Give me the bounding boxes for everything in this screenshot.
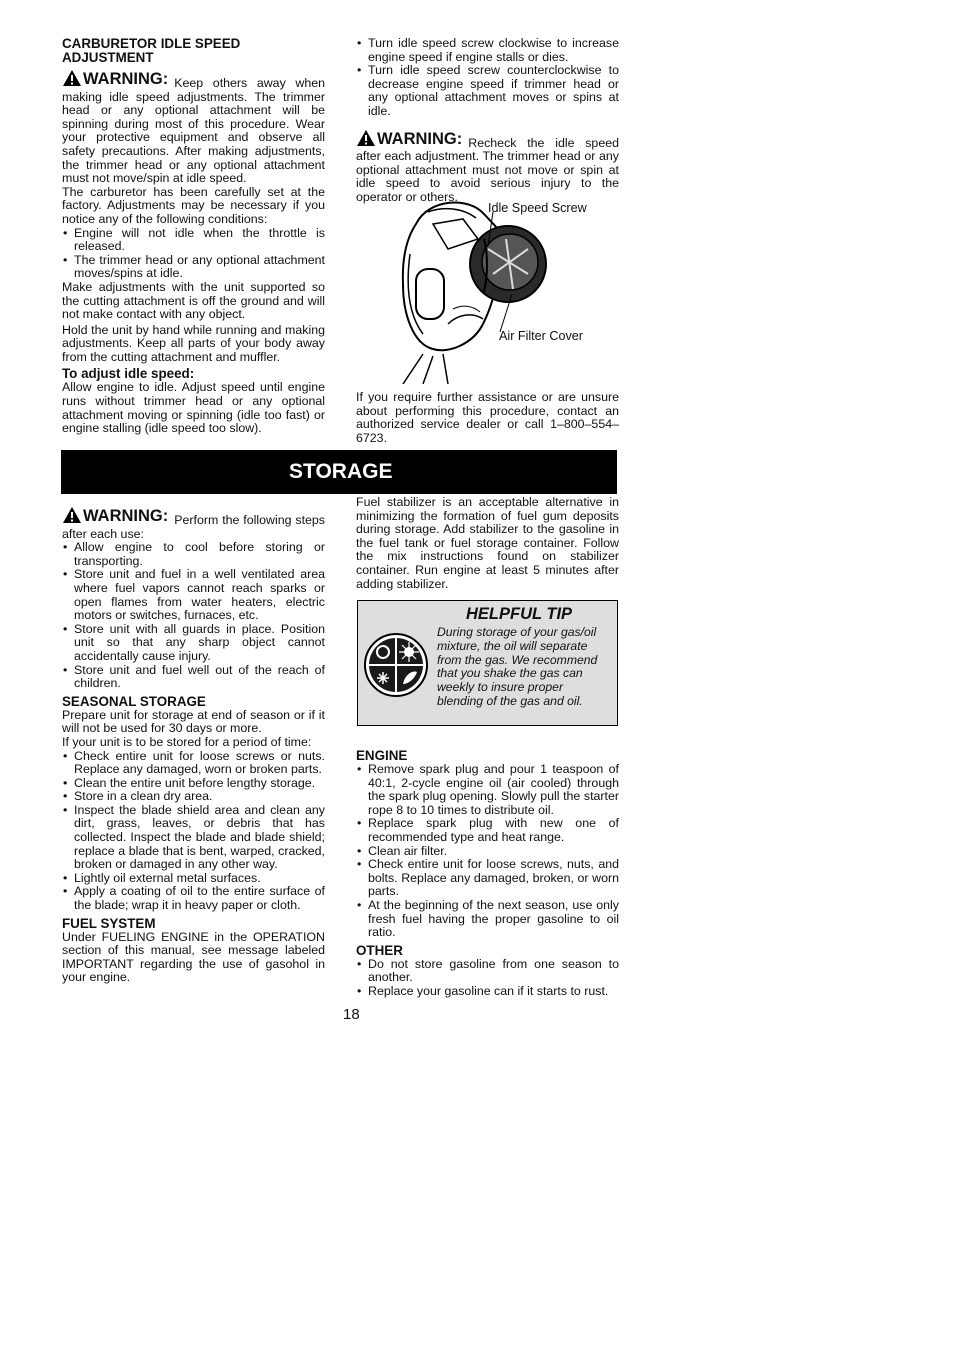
idle-speed-screw-label: Idle Speed Screw: [488, 201, 587, 215]
support-paragraph: Make adjustments with the unit supported so the cutting attachment is off the ground and will not make contact with any object.: [62, 279, 325, 322]
carburetor-section: [62, 37, 325, 436]
seasonal-paragraph: Prepare unit for storage at end of season or if it will not be used for 30 days or more.: [62, 707, 325, 736]
stabilizer-paragraph: Fuel stabilizer is an acceptable alternative in minimizing the formation of fuel gum deposits during storage. Add stabilizer to the gasoline in the fuel tank or fuel storage container. Follow the mix instructions found on stabilizer container. Run engine at least 5 minutes after adding stabilizer.: [356, 495, 619, 591]
fuel-system-paragraph: Under FUELING ENGINE in the OPERATION section of this manual, see message labeled IMPORTANT regarding the use of gasohol in your engine.: [62, 929, 325, 985]
warning-triangle-icon: [356, 129, 376, 147]
storage-left-column: [62, 506, 325, 985]
list-item: • Store unit with all guards in place. Position unit so that any sharp object cannot accidentally cause injury.: [62, 623, 325, 664]
list-item: • Store unit and fuel in a well ventilated area where fuel vapors cannot reach sparks or open flames from water heaters, electric motors or switches, furnaces, etc.: [62, 568, 325, 622]
list-item: • Store unit and fuel well out of the reach of children.: [62, 664, 325, 691]
list-item: • At the beginning of the next season, use only fresh fuel having the proper gasoline to oil ratio.: [356, 899, 619, 940]
storage-right-column: [356, 496, 619, 591]
list-item: • Replace your gasoline can if it starts to rust.: [356, 985, 619, 999]
engine-other-section: [356, 749, 619, 999]
idle-subheading: To adjust idle speed:: [62, 366, 195, 382]
hold-paragraph: Hold the unit by hand while running and making adjustments. Keep all parts of your body away from the cutting attachment and muffler.: [62, 322, 325, 364]
list-item: • Engine will not idle when the throttle is released.: [62, 227, 325, 254]
list-item: • Turn idle speed screw counterclockwise to decrease engine speed if trimmer head or any optional attachment moves or spins at idle.: [356, 64, 619, 118]
warning-label: WARNING:: [62, 506, 168, 524]
warning-label: WARNING:: [356, 129, 462, 147]
list-item: • Replace spark plug with new one of recommended type and heat range.: [356, 817, 619, 844]
other-heading: OTHER: [356, 942, 403, 958]
page-number: 18: [343, 1006, 360, 1023]
list-item: • Lightly oil external metal surfaces.: [62, 872, 325, 886]
list-item: • Check entire unit for loose screws or nuts. Replace any damaged, worn or broken parts.: [62, 750, 325, 777]
carburetor-heading: CARBURETOR IDLE SPEED ADJUSTMENT: [62, 36, 241, 65]
other-list: [356, 958, 619, 999]
idle-adjust-steps: [356, 37, 619, 205]
warning-label: WARNING:: [62, 69, 168, 87]
seasonal-list: [62, 750, 325, 913]
list-item: • Check entire unit for loose screws, nuts, and bolts. Replace any damaged, broken, or worn parts.: [356, 858, 619, 899]
warning-triangle-icon: [62, 69, 82, 87]
list-item: • Clean air filter.: [356, 845, 619, 859]
conditions-list: [62, 227, 325, 281]
list-item: • Clean the entire unit before lengthy storage.: [62, 777, 325, 791]
after-use-list: [62, 541, 325, 691]
seasonal-heading: SEASONAL STORAGE: [62, 693, 206, 709]
helpful-tip-text: During storage of your gas/oil mixture, the oil will separate from the gas. We recommend that you shake the gas can weekly to insure proper blending of the gas and oil.: [437, 625, 598, 708]
seasons-icon: [363, 632, 429, 698]
factory-paragraph: The carburetor has been carefully set at the factory. Adjustments may be necessary if you notice any of the following conditions:: [62, 184, 325, 226]
warning-triangle-icon: [62, 506, 82, 524]
fuel-system-heading: FUEL SYSTEM: [62, 915, 156, 931]
trimmer-engine-illustration: [388, 194, 558, 384]
storage-title: STORAGE: [289, 460, 393, 483]
idle-paragraph: Allow engine to idle. Adjust speed until engine runs without trimmer head or any optional attachment moving or spinning (idle too fast) or engine stalling (idle speed too slow).: [62, 380, 325, 436]
warning-text: Keep others away when making idle speed adjustments. The trimmer head or any optional attachment will be spinning during most of this procedure. Wear your protective equipment and observe all safety precautions. After making adjustments, the trimmer head or any optional attachment must not move/spin at idle speed.: [62, 76, 325, 186]
storage-banner: [61, 450, 617, 494]
list-item: • The trimmer head or any optional attachment moves/spins at idle.: [62, 254, 325, 281]
warning-text: Perform the following steps after each use:: [62, 513, 325, 541]
list-item: • Do not store gasoline from one season to another.: [356, 958, 619, 985]
screw-list: [356, 37, 619, 119]
warning-paragraph: [62, 69, 325, 186]
assist-section: [356, 391, 619, 445]
list-item: • Turn idle speed screw clockwise to increase engine speed if engine stalls or dies.: [356, 37, 619, 64]
assist-paragraph: If you require further assistance or are unsure about performing this procedure, contact an authorized service dealer or call 1–800–554–6723.: [356, 390, 619, 445]
helpful-tip-title: HELPFUL TIP: [466, 605, 573, 623]
list-item: • Inspect the blade shield area and clean any dirt, grass, leaves, or debris that has collected. Inspect the blade and blade shield; replace a blade that is bent, warped, cracked, broken or damaged in any other way.: [62, 804, 325, 872]
air-filter-cover-label: Air Filter Cover: [499, 329, 583, 343]
list-item: • Allow engine to cool before storing or transporting.: [62, 541, 325, 568]
engine-list: [356, 763, 619, 940]
engine-heading: ENGINE: [356, 748, 408, 763]
helpful-tip-box: [357, 600, 618, 726]
list-item: • Store in a clean dry area.: [62, 790, 325, 804]
storage-warning: [62, 506, 325, 541]
list-item: • Apply a coating of oil to the entire surface of the blade; wrap it in heavy paper or cloth.: [62, 885, 325, 912]
warning-text: Recheck the idle speed after each adjustment. The trimmer head or any optional attachment must not move or spin at idle speed to avoid serious injury to the operator or others.: [356, 135, 619, 204]
seasonal-paragraph-2: If your unit is to be stored for a period of time:: [62, 734, 312, 749]
list-item: • Remove spark plug and pour 1 teaspoon of 40:1, 2-cycle engine oil (air cooled) through the spark plug opening. Slowly pull the starter rope 8 to 10 times to distribute oil.: [356, 763, 619, 817]
